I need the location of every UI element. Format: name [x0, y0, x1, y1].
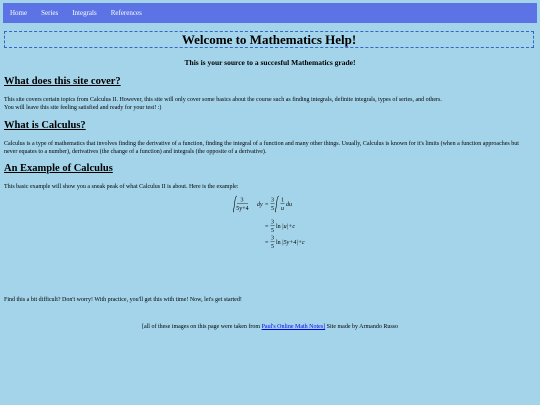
page-title: Welcome to Mathematics Help! [181, 31, 357, 47]
section-heading-cover: What does this site cover? [4, 76, 121, 87]
svg-text:5: 5 [271, 244, 274, 250]
section-text-cover [4, 96, 532, 112]
svg-text:5y+4: 5y+4 [236, 206, 249, 212]
svg-text:5: 5 [271, 228, 274, 234]
top-navbar [3, 3, 537, 23]
nav-integrals-link[interactable]: Integrals [72, 9, 97, 17]
page-subtitle: This is your source to a succesful Mathematics grade! [184, 58, 356, 67]
svg-text:du: du [286, 202, 292, 208]
svg-text:5: 5 [271, 206, 274, 212]
svg-text:ln: ln [276, 224, 281, 230]
nav-series-link[interactable]: Series [41, 9, 59, 17]
svg-text:1: 1 [281, 197, 284, 204]
svg-text:ln: ln [276, 240, 281, 246]
svg-text:3: 3 [271, 235, 274, 242]
closing-text: Find this a bit difficult? Don't worry! With practice, you'll get this with time! Now, let's get started! [4, 297, 242, 303]
footer-credit: Site made by Armando Russo [326, 324, 399, 330]
footer [0, 324, 540, 330]
section-heading-calculus: What is Calculus? [4, 120, 86, 131]
svg-text:=: = [265, 240, 269, 246]
svg-text:=: = [265, 224, 269, 230]
cover-line-2: You will leave this site feeling satisfied and ready for your test! :) [4, 105, 162, 111]
svg-text:u: u [281, 206, 284, 212]
section-heading-example: An Example of Calculus [4, 163, 113, 174]
svg-text:3: 3 [271, 197, 274, 204]
svg-text:dy: dy [257, 202, 263, 208]
svg-text:|5y+4|+c: |5y+4|+c [282, 240, 305, 246]
nav-home-link[interactable]: Home [10, 9, 28, 17]
footer-prefix: [all of these images on this page were taken from [141, 324, 261, 330]
svg-text:|u|+c: |u|+c [282, 224, 296, 230]
cover-line-1: This site covers certain topics from Calculus II. However, this site will only cover some basics about the course such as finding integrals, definite integrals, types of series, and others. [4, 97, 442, 103]
svg-text:=: = [265, 202, 269, 208]
svg-text:3: 3 [240, 197, 244, 204]
pauls-notes-link[interactable]: Paul's Online Math Notes] [261, 324, 326, 330]
section-text-calculus: Calculus is a type of mathematics that involves finding the derivative of a function, finding the integral of a function and many other things. Usually, Calculus is known for it's limits (when a function approaches but never equates to a number), derivatives (the change of a function) and integrals (the opposite of a derivative). [4, 141, 519, 155]
svg-text:3: 3 [271, 219, 274, 226]
section-text-example: This basic example will show you a sneak peak of what Calculus II is about. Here is the example: [4, 184, 239, 190]
integral-example-image [225, 193, 335, 251]
nav-references-link[interactable]: References [110, 9, 142, 17]
title-banner [4, 31, 534, 48]
